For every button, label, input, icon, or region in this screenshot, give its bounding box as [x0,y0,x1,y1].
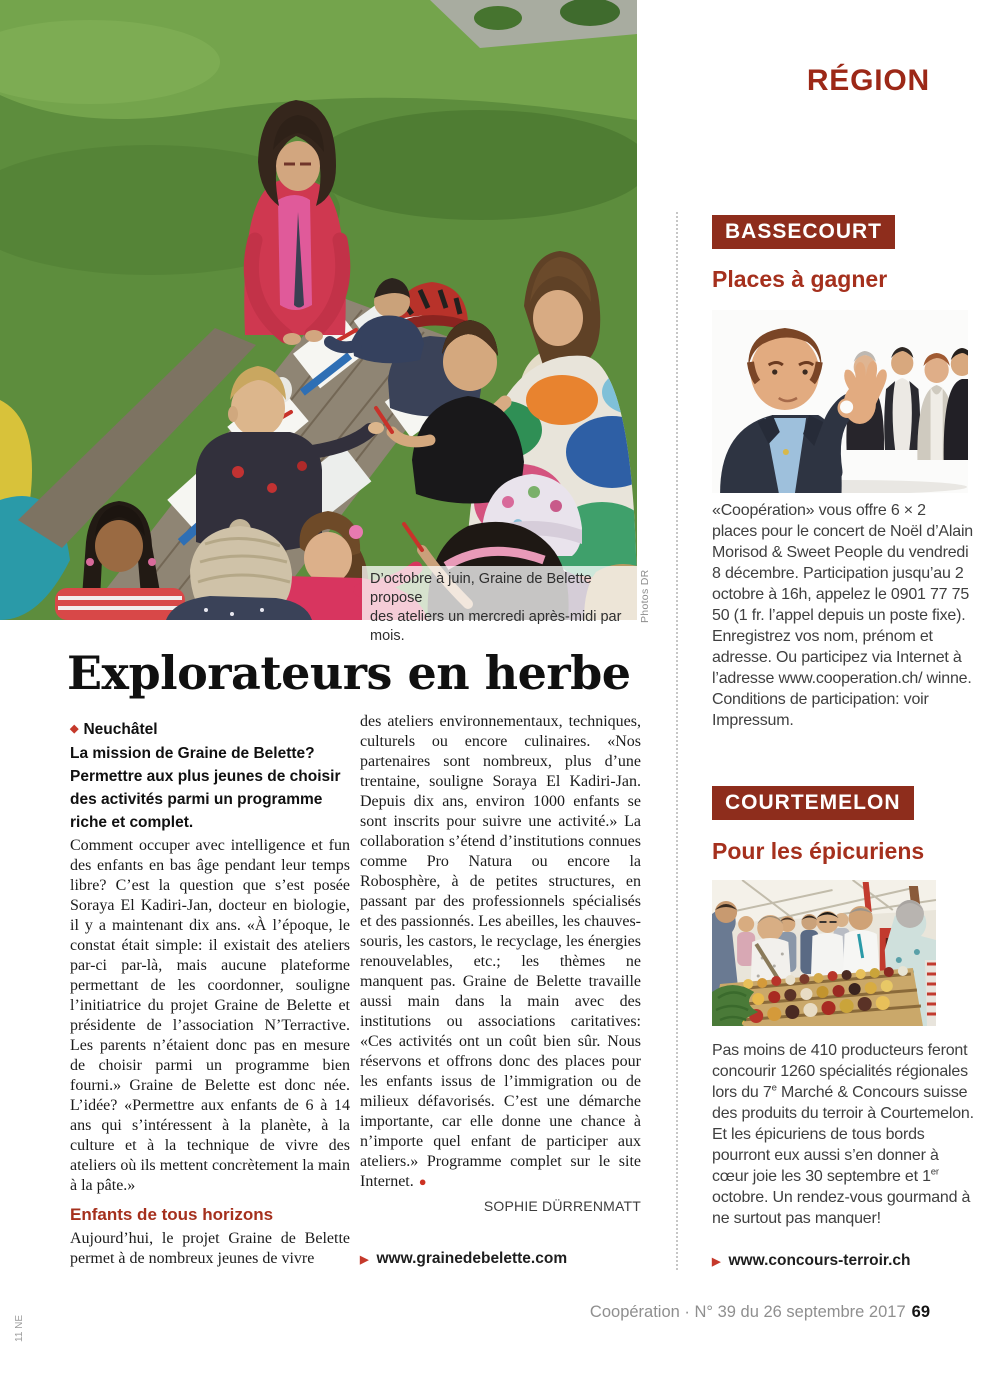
sidebar-heading-places: Places à gagner [712,266,888,292]
sidebar-tag-courtemelon: COURTEMELON [712,786,914,820]
body-paragraph: Aujourd’hui, le projet Graine de Belette permet à de nombreux jeunes de vivre [70,1230,350,1267]
workshop-photo-illustration [0,0,637,620]
superscript: er [930,1166,939,1178]
article-kicker [70,718,352,741]
sidebar-text-bassecourt: «Coopération» vous offre 6 × 2 places pour le concert de Noël d’Alain Morisod & Sweet People du vendredi 8 décembre. Participation jusqu’au 2 octobre à 16h, appelez le 0901 77 75 50 (1 fr. l’appel depuis un poste fixe). Enregistrez vos nom, prénom et adresse. Ou participez via Internet à l’adresse www.cooperation.ch/ winne. Conditions de participation: voir Impressum. [712,502,974,729]
photo-caption-line2: des ateliers un mercredi après-midi par mois. [370,609,622,644]
article-link-label: www.grainedebelette.com [376,1250,568,1267]
diamond-icon: ◆ [70,723,79,735]
page-footer [590,1303,930,1322]
concert-band-illustration [712,310,968,493]
section-label: RÉGION [806,64,930,97]
article-subhead: Enfants de tous horizons [70,1205,274,1224]
superscript: e [771,1082,777,1094]
article-column-2 [360,712,641,1216]
article-headline: Explorateurs en herbe [67,646,631,700]
sidebar-link-label: www.concours-terroir.ch [728,1252,911,1269]
arrow-icon: ▶ [712,1255,721,1268]
column-divider [676,212,678,1270]
body-paragraph: Comment occuper avec intelligence et fun des enfants en bas âge pendant leur temps libre? C’est la question que s’est posée Soraya El Kadiri-Jan, docteur en biologie, il y a maintenant dix ans. «À l’époque, le constat était simple: il existait des ateliers par-ci par-là, mais aucune plateforme permettant de les coordonner, souligne l’initiatrice du projet Graine de Belette et présidente de l’association N’Terractive. Les parents n’étaient donc pas en mesure de choisir parmi un programme bien fourni.» Graine de Belette est donc née. L’idée? «Permettre aux enfants de 6 à 14 ans qui s’intéressent à la planète, à la culture et à la technique de vivre des ateliers où ils mettent concrètement la main à la pâte.» [70,837,350,1194]
sidebar-tag-bassecourt: BASSECOURT [712,215,895,249]
photo-caption-line1: D’octobre à juin, Graine de Belette propose [370,571,592,606]
photo-caption [362,566,646,650]
article-lead [70,718,352,834]
arrow-icon: ▶ [360,1253,369,1266]
article-column-1 [70,836,350,1269]
edge-label: 11 NE [14,1314,25,1342]
article-byline: SOPHIE DÜRRENMATT [483,1198,641,1214]
article-photo [0,0,637,620]
sidebar-text-courtemelon: Pas moins de 410 producteurs feront concourir 1260 spécialités régionales lors du 7e Marché & Concours suisse des produits du terroir à Courtemelon. Et les épicuriens de tous bords pourront eux aussi s’en donner à cœur joie les 30 septembre et 1er octobre. Un rendez-vous gourmand à ne surtout pas manquer! [712,1042,974,1227]
sidebar-photo-market [712,880,936,1026]
page-number: 69 [911,1303,930,1321]
kicker-text: Neuchâtel [83,721,158,738]
market-illustration [712,880,936,1026]
body-paragraph: des ateliers environnementaux, techniques, culturels ou encore culinaires. «Nos partenaires sont nombreux, plus d’une trentaine, souligne Soraya El Kadiri-Jan. Depuis dix ans, environ 1000 enfants se sont inscrits pour suivre une activité.» La collaboration s’étend d’institutions connues comme Pro Natura ou encore la Robosphère, à de petites structures, en passant par des professionnels spécialisés et des passionnés. Les abeilles, les chauves-souris, les castors, le recyclage, les énergies renouvelables, etc.; les thèmes ne manquent pas. Graine de Belette travaille aussi main dans la main avec des institutions ou associations caritatives: «Ces activités ont un coût bien sûr. Nous réservons et offrons donc des places pour les enfants issus de l’immigration ou de milieux défavorisés. C’est une démarche importante, car elle donne une chance à n’importe quel enfant de participer aux ateliers.» Programme complet sur le site Internet. ● [360,713,641,1190]
footer-issue-text: Coopération · N° 39 du 26 septembre 2017 [589,1303,906,1321]
sidebar-photo-concert [712,310,968,493]
lead-text: La mission de Graine de Belette? Permettre aux plus jeunes de choisir des activités parmi un programme riche et complet. [70,745,341,831]
photo-credit: Photos DR [639,569,651,623]
sidebar-website-link[interactable] [712,1252,911,1270]
end-dot-icon: ● [418,1174,427,1189]
article-website-link[interactable] [360,1250,567,1268]
sidebar-heading-epicuriens: Pour les épicuriens [712,838,925,864]
